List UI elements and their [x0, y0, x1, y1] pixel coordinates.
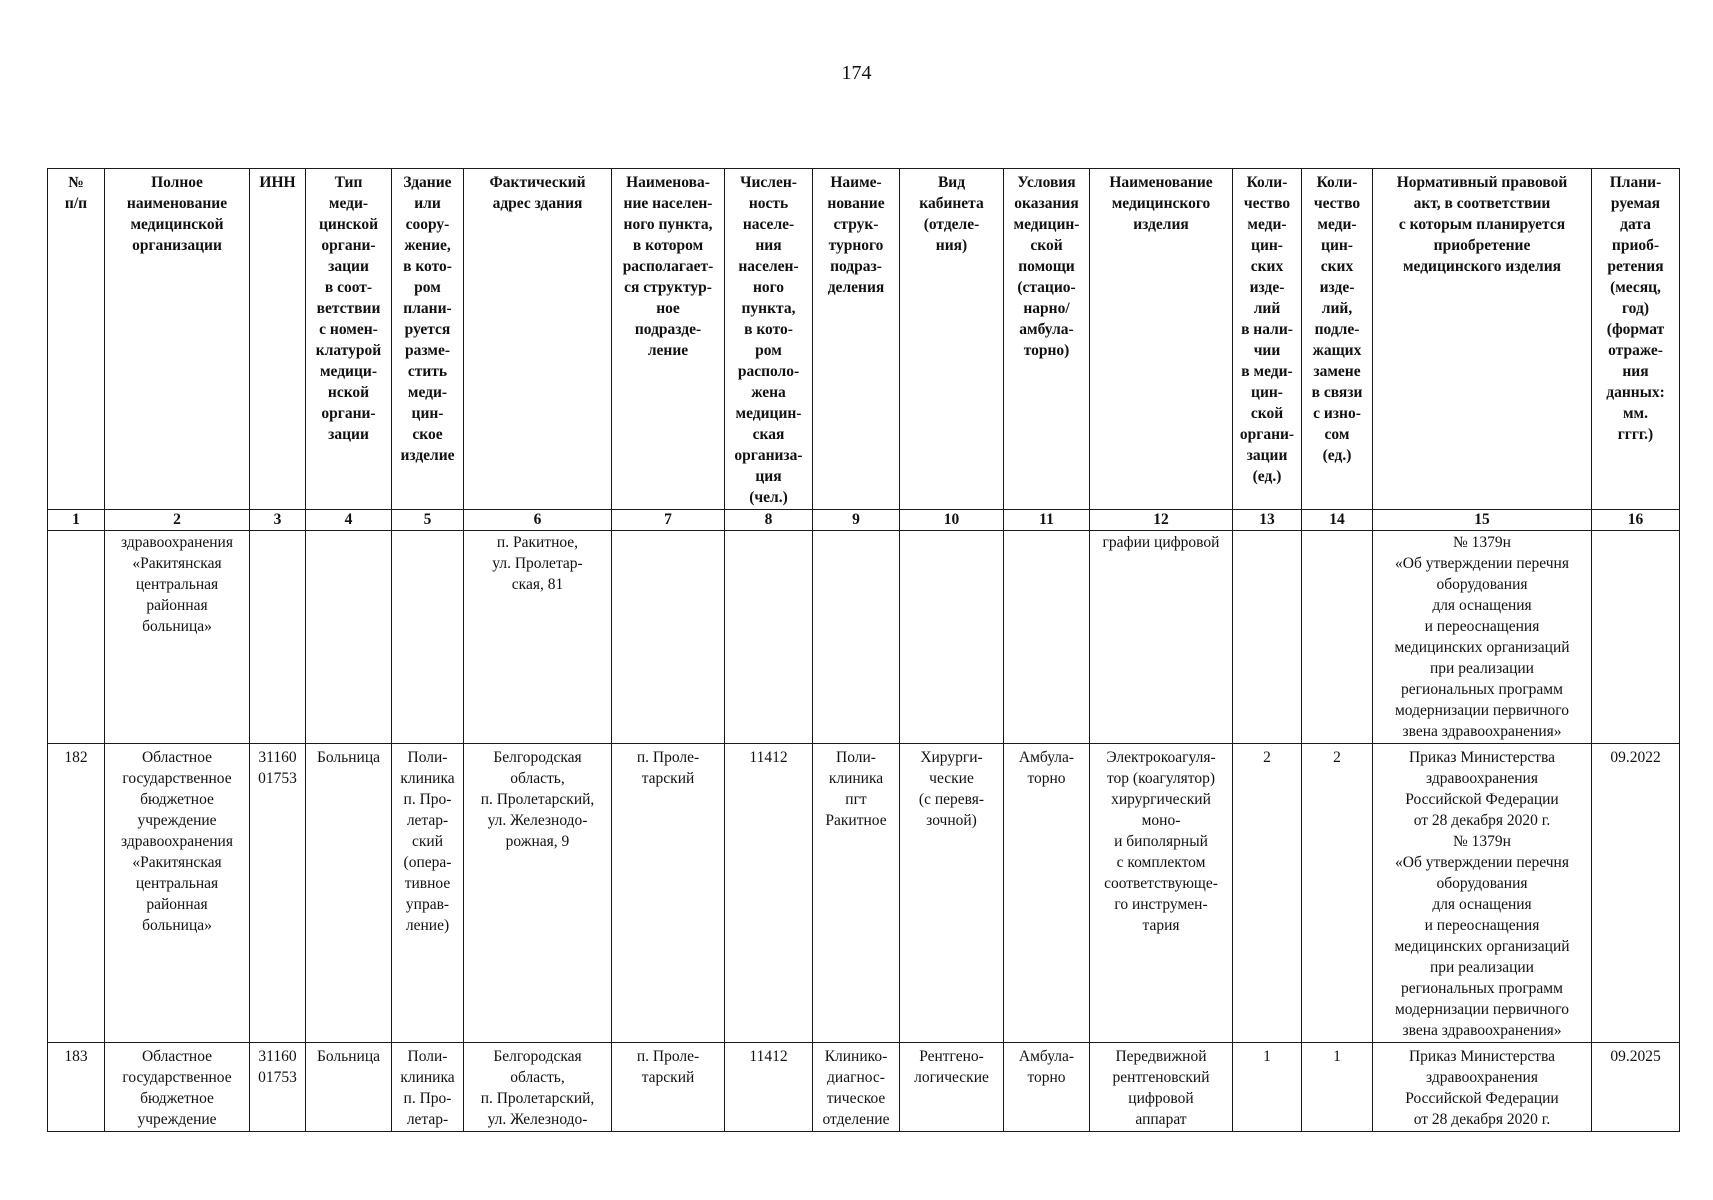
header-cell-qty-replace: Коли- чество меди- цин- ских изде- лий, подле- жащих замене в связи с изно- сом (ед.) — [1302, 169, 1373, 510]
column-number: 5 — [392, 510, 464, 531]
cell-subdivision: Поли- клиника пгт Ракитное — [813, 744, 900, 1043]
cell-cabinet: Рентгено- логические — [900, 1043, 1004, 1132]
cell-population — [725, 531, 813, 744]
header-cell-address: Фактический адрес здания — [464, 169, 612, 510]
cell-population: 11412 — [725, 744, 813, 1043]
cell-org-type — [306, 531, 392, 744]
cell-qty-available — [1233, 531, 1302, 744]
cell-inn: 31160 01753 — [250, 1043, 306, 1132]
cell-planned-date: 09.2025 — [1592, 1043, 1680, 1132]
cell-number — [48, 531, 105, 744]
header-cell-device-name: Наименование медицинского изделия — [1090, 169, 1233, 510]
header-cell-org-name: Полное наименование медицинской организации — [105, 169, 250, 510]
cell-qty-replace: 2 — [1302, 744, 1373, 1043]
header-cell-planned-date: Плани- руемая дата приоб- ретения (месяц, год) (формат отраже- ния данных: мм. гггг.) — [1592, 169, 1680, 510]
column-number: 14 — [1302, 510, 1373, 531]
header-cell-inn: ИНН — [250, 169, 306, 510]
column-number: 12 — [1090, 510, 1233, 531]
page-number: 174 — [841, 62, 872, 84]
cell-org-name: Областное государственное бюджетное учреждение — [105, 1043, 250, 1132]
cell-cabinet — [900, 531, 1004, 744]
cell-legal-act: № 1379н «Об утверждении перечня оборудования для оснащения и переоснащения медицинских организаций при реализации региональных программ модернизации первичного звена здравоохранения» — [1373, 531, 1592, 744]
header-cell-population: Числен- ность населе- ния населен- ного пункта, в кото- ром располо- жена медицин- ская организа- ция (чел.) — [725, 169, 813, 510]
header-cell-org-type: Тип меди- цинской органи- зации в соот- ветствии с номен- клатурой медици- нской органи- зации — [306, 169, 392, 510]
cell-locality: п. Проле- тарский — [612, 744, 725, 1043]
header-row — [48, 169, 1680, 510]
column-number: 4 — [306, 510, 392, 531]
header-cell-legal-act: Нормативный правовой акт, в соответствии с которым планируется приобретение медицинского изделия — [1373, 169, 1592, 510]
cell-org-type: Больница — [306, 1043, 392, 1132]
cell-locality: п. Проле- тарский — [612, 1043, 725, 1132]
header-cell-number: № п/п — [48, 169, 105, 510]
cell-org-type: Больница — [306, 744, 392, 1043]
header-cell-qty-available: Коли- чество меди- цин- ских изде- лий в нали- чии в меди- цин- ской органи- зации (ед.) — [1233, 169, 1302, 510]
cell-qty-replace: 1 — [1302, 1043, 1373, 1132]
cell-planned-date: 09.2022 — [1592, 744, 1680, 1043]
cell-cabinet: Хирурги- ческие (с перевя- зочной) — [900, 744, 1004, 1043]
cell-qty-replace — [1302, 531, 1373, 744]
column-number: 15 — [1373, 510, 1592, 531]
cell-address: Белгородская область, п. Пролетарский, ул. Железнодо- рожная, 9 — [464, 744, 612, 1043]
column-number-row — [48, 510, 1680, 531]
header-cell-building: Здание или соору- жение, в кото- ром плани- руется разме- стить меди- цин- ское изделие — [392, 169, 464, 510]
column-number: 7 — [612, 510, 725, 531]
cell-conditions: Амбула- торно — [1004, 744, 1090, 1043]
header-cell-cabinet: Вид кабинета (отделе- ния) — [900, 169, 1004, 510]
cell-conditions — [1004, 531, 1090, 744]
cell-number: 182 — [48, 744, 105, 1043]
cell-building — [392, 531, 464, 744]
column-number: 11 — [1004, 510, 1090, 531]
cell-subdivision — [813, 531, 900, 744]
column-number: 10 — [900, 510, 1004, 531]
cell-address: п. Ракитное, ул. Пролетар- ская, 81 — [464, 531, 612, 744]
table-row — [48, 744, 1680, 1043]
column-number: 1 — [48, 510, 105, 531]
cell-number: 183 — [48, 1043, 105, 1132]
table-row — [48, 1043, 1680, 1132]
table-row — [48, 531, 1680, 744]
equipment-table — [47, 168, 1680, 1132]
cell-address: Белгородская область, п. Пролетарский, ул. Железнодо- — [464, 1043, 612, 1132]
cell-org-name: Областное государственное бюджетное учреждение здравоохранения «Ракитянская центральная районная больница» — [105, 744, 250, 1043]
cell-qty-available: 2 — [1233, 744, 1302, 1043]
cell-device-name: графии цифровой — [1090, 531, 1233, 744]
header-cell-conditions: Условия оказания медицин- ской помощи (стацио- нарно/ амбула- торно) — [1004, 169, 1090, 510]
column-number: 2 — [105, 510, 250, 531]
header-cell-subdivision: Наиме- нование струк- турного подраз- деления — [813, 169, 900, 510]
column-number: 9 — [813, 510, 900, 531]
column-number: 3 — [250, 510, 306, 531]
cell-legal-act: Приказ Министерства здравоохранения Российской Федерации от 28 декабря 2020 г. № 1379н «Об утверждении перечня оборудования для оснащения и переоснащения медицинских организаций при реализации региональных программ модернизации первичного звена здравоохранения» — [1373, 744, 1592, 1043]
column-number: 6 — [464, 510, 612, 531]
column-number: 16 — [1592, 510, 1680, 531]
cell-inn: 31160 01753 — [250, 744, 306, 1043]
cell-building: Поли- клиника п. Про- летар- ский (опера- тивное управ- ление) — [392, 744, 464, 1043]
column-number: 13 — [1233, 510, 1302, 531]
cell-device-name: Передвижной рентгеновский цифровой аппарат — [1090, 1043, 1233, 1132]
cell-legal-act: Приказ Министерства здравоохранения Российской Федерации от 28 декабря 2020 г. — [1373, 1043, 1592, 1132]
cell-conditions: Амбула- торно — [1004, 1043, 1090, 1132]
cell-population: 11412 — [725, 1043, 813, 1132]
cell-device-name: Электрокоагуля- тор (коагулятор) хирургический моно- и биполярный с комплектом соответствующе- го инструмен- тария — [1090, 744, 1233, 1043]
cell-locality — [612, 531, 725, 744]
cell-org-name: здравоохранения «Ракитянская центральная районная больница» — [105, 531, 250, 744]
cell-building: Поли- клиника п. Про- летар- — [392, 1043, 464, 1132]
column-number: 8 — [725, 510, 813, 531]
header-cell-locality: Наименова- ние населен- ного пункта, в котором располагает- ся структур- ное подразде- ление — [612, 169, 725, 510]
cell-qty-available: 1 — [1233, 1043, 1302, 1132]
cell-subdivision: Клинико- диагнос- тическое отделение — [813, 1043, 900, 1132]
cell-planned-date — [1592, 531, 1680, 744]
cell-inn — [250, 531, 306, 744]
